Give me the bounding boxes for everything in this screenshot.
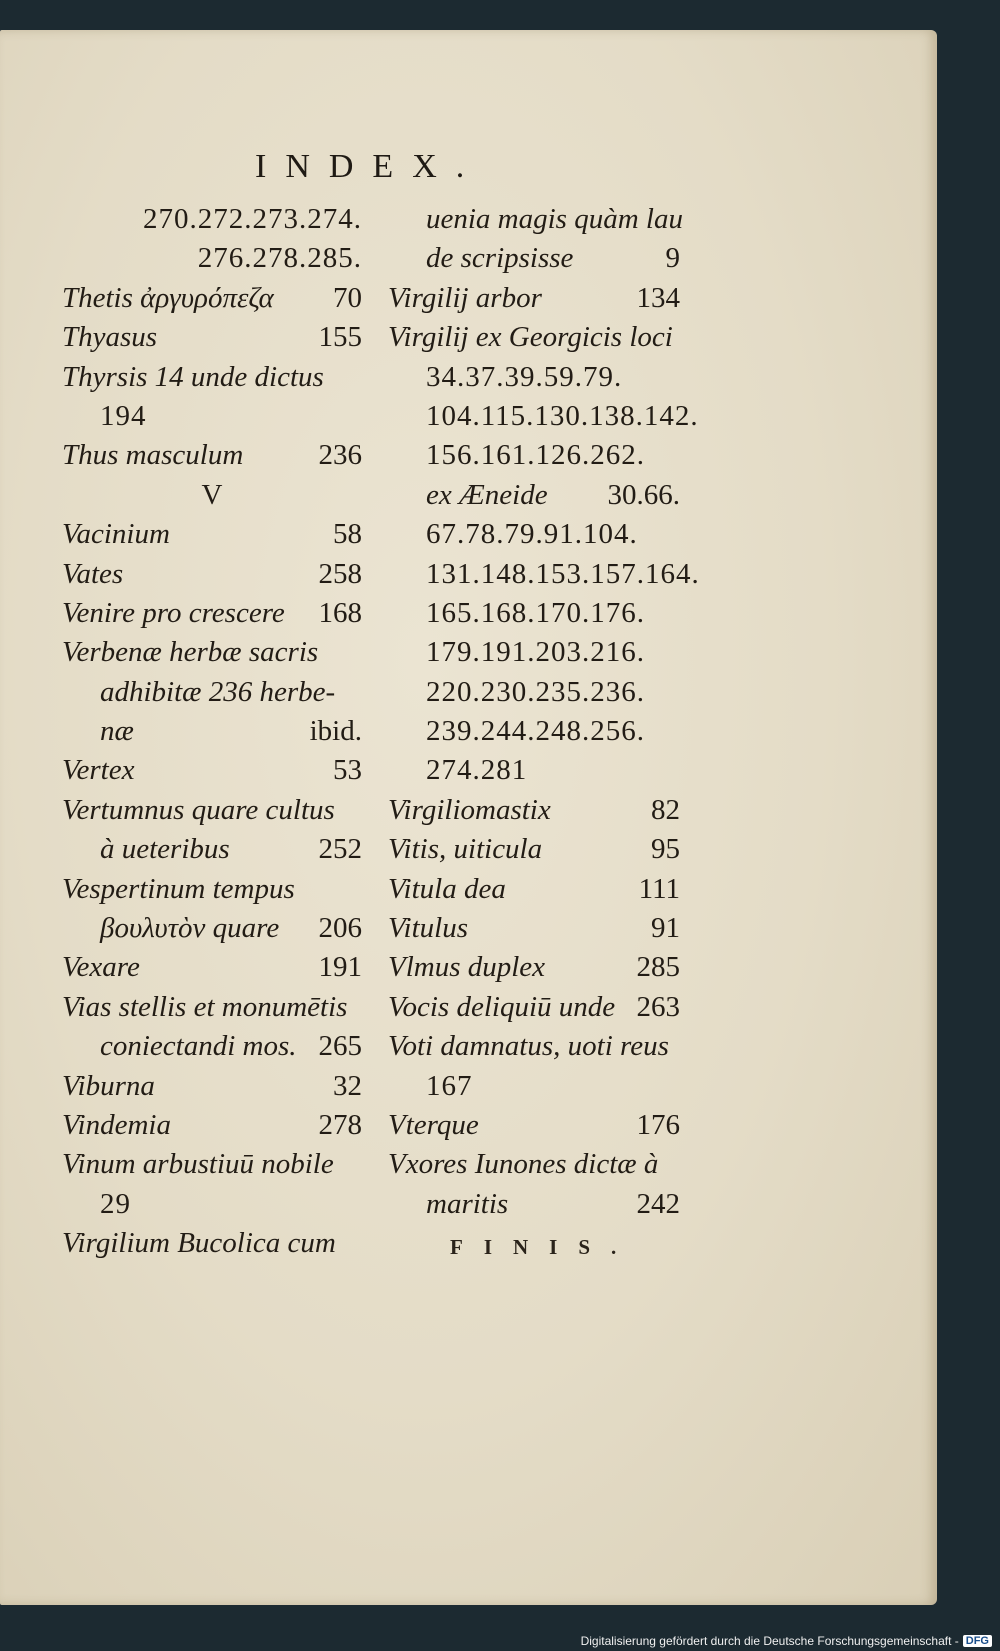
- index-entry-page-ref: 176: [636, 1108, 680, 1141]
- index-entry-page-ref: 265: [318, 1030, 362, 1063]
- index-entry-page-ref: 191: [318, 951, 362, 984]
- index-entry-page-ref: 30.66.: [607, 478, 680, 511]
- index-entry-page-ref: 278: [318, 1108, 362, 1141]
- index-entry-text: Thus masculum: [62, 439, 244, 472]
- index-entry: [388, 673, 680, 712]
- index-entry: [388, 712, 680, 751]
- index-entry: [62, 712, 362, 751]
- index-entry-page-ref: 53: [333, 754, 362, 787]
- index-entry: [388, 988, 680, 1027]
- index-entry-text: Vespertinum tempus: [62, 872, 295, 905]
- index-entry-text: Vitis, uiticula: [388, 833, 543, 866]
- index-entry: [62, 948, 362, 987]
- index-column-right: [388, 200, 700, 1224]
- index-entry: [62, 870, 362, 909]
- index-entry: [62, 633, 362, 672]
- index-entry-page-ref: 206: [318, 912, 362, 945]
- index-entry-text: Vlmus duplex: [388, 951, 546, 984]
- index-entry: [388, 909, 680, 948]
- index-entry-text: de scripsisse: [426, 242, 574, 275]
- index-entry-text: adhibitæ 236 herbe-: [100, 675, 336, 708]
- index-entry-text: 220.230.235.236.: [426, 675, 645, 708]
- index-entry-text: Vinum arbustiuū nobile: [62, 1148, 334, 1181]
- index-entry-text: Virgilij ex Georgicis loci: [388, 321, 673, 354]
- index-entry: [62, 909, 362, 948]
- index-entry: [62, 1185, 362, 1224]
- index-entry: [388, 594, 680, 633]
- index-entry-text: Vertumnus quare cultus: [62, 793, 335, 826]
- index-entry-text: 104.115.130.138.142.: [426, 399, 699, 432]
- index-entry-text: Vindemia: [62, 1108, 171, 1141]
- index-entry-page-ref: 155: [318, 321, 362, 354]
- dfg-logo: DFG: [963, 1635, 992, 1647]
- index-entry: [62, 594, 362, 633]
- index-entry: [388, 830, 680, 869]
- index-entry-page-ref: 95: [651, 833, 680, 866]
- index-entry: [388, 870, 680, 909]
- index-entry-page-ref: 9: [665, 242, 680, 275]
- index-entry-text: 29: [100, 1187, 131, 1220]
- index-entry: [62, 358, 362, 397]
- index-entry-text: βουλυτὸν quare: [100, 912, 280, 945]
- index-entry-text: Vertex: [62, 754, 135, 787]
- index-entry: [388, 318, 680, 357]
- index-entry: [62, 397, 362, 436]
- index-entry: [62, 1067, 362, 1106]
- index-entry: [62, 830, 362, 869]
- index-entry-page-ref: 276.278.285.: [197, 242, 362, 275]
- index-entry-text: Vates: [62, 557, 124, 590]
- page-title: INDEX.: [255, 148, 484, 185]
- index-entry-text: 165.168.170.176.: [426, 596, 645, 629]
- index-entry-text: Viburna: [62, 1069, 155, 1102]
- index-entry: [388, 515, 680, 554]
- index-entry-text: Thyrsis 14 unde dictus: [62, 360, 324, 393]
- index-entry: [388, 948, 680, 987]
- book-page: [0, 30, 937, 1605]
- index-entry: [388, 751, 680, 790]
- index-entry-text: 239.244.248.256.: [426, 715, 645, 748]
- digitization-credit: [581, 1634, 992, 1648]
- index-entry-text: Vterque: [388, 1108, 479, 1141]
- index-entry-page-ref: 111: [638, 872, 680, 905]
- index-entry-text: Thetis ἀργυρόπεζα: [62, 281, 274, 314]
- index-entry-text: V: [201, 478, 223, 511]
- finis-text: FINIS.: [450, 1235, 638, 1259]
- index-entry: [388, 1145, 680, 1184]
- index-entry: [62, 318, 362, 357]
- index-entry-text: Voti damnatus, uoti reus: [388, 1030, 669, 1063]
- index-entry-text: Virgilium Bucolica cum: [62, 1227, 336, 1260]
- index-entry-text: uenia magis quàm lau: [426, 203, 683, 235]
- index-entry: [62, 988, 362, 1027]
- index-entry-text: 34.37.39.59.79.: [426, 360, 623, 393]
- index-entry: [388, 279, 680, 318]
- index-entry: [62, 436, 362, 475]
- index-entry-text: Verbenæ herbæ sacris: [62, 636, 319, 669]
- index-entry: [388, 555, 700, 594]
- index-entry-page-ref: 258: [318, 557, 362, 590]
- index-entry-text: Vitulus: [388, 912, 469, 945]
- index-entry-page-ref: 32: [333, 1069, 362, 1102]
- index-entry-text: coniectandi mos.: [100, 1030, 297, 1063]
- index-entry-text: 131.148.153.157.164.: [426, 557, 700, 590]
- index-entry-page-ref: 134: [636, 281, 680, 314]
- index-entry-text: næ: [100, 715, 134, 748]
- index-entry: [388, 358, 680, 397]
- index-entry-page-ref: ibid.: [309, 715, 362, 748]
- index-entry: [62, 476, 362, 515]
- index-entry-page-ref: 263: [636, 990, 680, 1023]
- index-entry: [62, 279, 362, 318]
- index-entry: [388, 436, 680, 475]
- index-entry-page-ref: 91: [651, 912, 680, 945]
- index-entry-text: 156.161.126.262.: [426, 439, 645, 472]
- index-entry: [388, 200, 683, 239]
- index-entry: [388, 397, 699, 436]
- index-entry: [62, 1145, 362, 1184]
- index-entry-text: Vacinium: [62, 518, 170, 551]
- index-entry-page-ref: 285: [636, 951, 680, 984]
- index-entry-text: ex Æneide: [426, 478, 548, 511]
- index-entry: [62, 1224, 362, 1263]
- index-entry-page-ref: 252: [318, 833, 362, 866]
- index-entry: [62, 791, 362, 830]
- index-entry: [62, 673, 362, 712]
- index-entry-text: Vitula dea: [388, 872, 506, 905]
- index-entry: [388, 1067, 680, 1106]
- index-entry: [388, 633, 680, 672]
- index-entry-page-ref: 270.272.273.274.: [143, 203, 362, 235]
- index-entry-text: maritis: [426, 1187, 509, 1220]
- index-entry: [388, 791, 680, 830]
- index-entry: [388, 476, 680, 515]
- index-entry: [62, 751, 362, 790]
- index-entry: [62, 515, 362, 554]
- index-entry: [388, 239, 680, 278]
- index-entry-text: 194: [100, 399, 147, 432]
- index-entry: [388, 1106, 680, 1145]
- index-entry-text: Vocis deliquiū unde: [388, 990, 616, 1023]
- index-entry: [388, 1185, 680, 1224]
- index-entry-text: Vias stellis et monumētis: [62, 990, 348, 1023]
- index-entry: [62, 555, 362, 594]
- index-entry-page-ref: 168: [318, 596, 362, 629]
- index-entry-text: Virgilij arbor: [388, 281, 542, 314]
- index-entry-page-ref: 58: [333, 518, 362, 551]
- index-entry: [62, 200, 362, 239]
- index-entry-page-ref: 70: [333, 281, 362, 314]
- credit-text: Digitalisierung gefördert durch die Deutsche Forschungsgemeinschaft -: [580, 1634, 959, 1648]
- index-entry-text: 67.78.79.91.104.: [426, 518, 638, 551]
- index-entry-text: Vexare: [62, 951, 140, 984]
- index-entry-text: Virgiliomastix: [388, 793, 551, 826]
- index-entry: [62, 1106, 362, 1145]
- index-entry-text: 167: [426, 1069, 473, 1102]
- index-entry: [62, 1027, 362, 1066]
- index-entry-page-ref: 82: [651, 793, 680, 826]
- index-entry-text: à ueteribus: [100, 833, 230, 866]
- index-entry-page-ref: 242: [636, 1187, 680, 1220]
- index-entry-page-ref: 236: [318, 439, 362, 472]
- index-entry-text: Venire pro crescere: [62, 596, 285, 629]
- index-entry: [62, 239, 362, 278]
- index-entry: [388, 1027, 680, 1066]
- index-entry-text: Thyasus: [62, 321, 158, 354]
- index-column-left: [62, 200, 362, 1264]
- index-entry-text: Vxores Iunones dictæ à: [388, 1148, 659, 1181]
- index-entry-text: 179.191.203.216.: [426, 636, 645, 669]
- index-entry-text: 274.281: [426, 754, 528, 787]
